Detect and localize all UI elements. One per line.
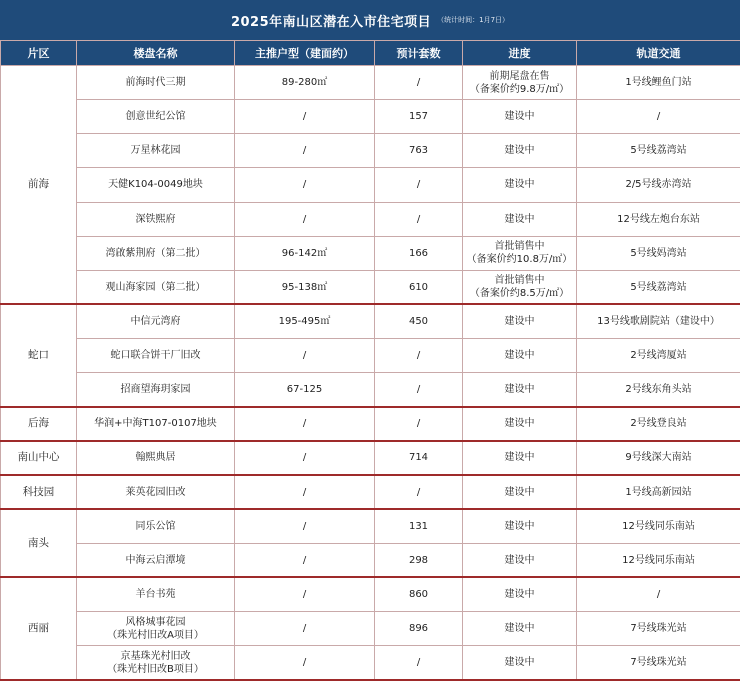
- progress-cell: 建设中: [463, 475, 577, 509]
- transit-cell: 1号线鲤鱼门站: [577, 66, 740, 100]
- region-cell: 后海: [1, 407, 77, 441]
- progress-cell: 建设中: [463, 509, 577, 543]
- unit-type-cell: /: [235, 577, 375, 611]
- table-row: [1, 304, 740, 338]
- unit-type-cell: /: [235, 339, 375, 373]
- unit-type-cell: /: [235, 475, 375, 509]
- unit-count-cell: /: [375, 646, 463, 680]
- unit-type-cell: /: [235, 100, 375, 134]
- table-row: [1, 373, 740, 407]
- progress-cell: 首批销售中 （备案价约10.8万/㎡）: [463, 236, 577, 270]
- transit-cell: /: [577, 100, 740, 134]
- header-region: 片区: [1, 41, 77, 66]
- unit-count-cell: 450: [375, 304, 463, 338]
- table-row: [1, 407, 740, 441]
- table-row: [1, 577, 740, 611]
- table-body: [1, 66, 740, 681]
- header-progress: 进度: [463, 41, 577, 66]
- unit-type-cell: /: [235, 612, 375, 646]
- unit-type-cell: /: [235, 407, 375, 441]
- unit-type-cell: 96-142㎡: [235, 236, 375, 270]
- table-row: [1, 236, 740, 270]
- progress-cell: 建设中: [463, 577, 577, 611]
- transit-cell: 2/5号线赤湾站: [577, 168, 740, 202]
- project-name-cell: 创意世纪公馆: [77, 100, 235, 134]
- project-name-cell: 蛇口联合饼干厂旧改: [77, 339, 235, 373]
- unit-count-cell: /: [375, 66, 463, 100]
- table-row: [1, 543, 740, 577]
- progress-cell: 前期尾盘在售 （备案价约9.8万/㎡）: [463, 66, 577, 100]
- unit-count-cell: 714: [375, 441, 463, 475]
- transit-cell: 12号线同乐南站: [577, 509, 740, 543]
- unit-type-cell: /: [235, 441, 375, 475]
- project-name-cell: 湾啟紫荆府（第二批）: [77, 236, 235, 270]
- transit-cell: 2号线东角头站: [577, 373, 740, 407]
- progress-cell: 建设中: [463, 168, 577, 202]
- unit-count-cell: /: [375, 373, 463, 407]
- project-name-cell: 天健K104-0049地块: [77, 168, 235, 202]
- unit-type-cell: 67-125: [235, 373, 375, 407]
- unit-count-cell: 157: [375, 100, 463, 134]
- transit-cell: 2号线湾厦站: [577, 339, 740, 373]
- progress-cell: 建设中: [463, 407, 577, 441]
- transit-cell: 12号线左炮台东站: [577, 202, 740, 236]
- transit-cell: 9号线深大南站: [577, 441, 740, 475]
- project-name-cell: 风格城事花园 （珠光村旧改A项目）: [77, 612, 235, 646]
- region-cell: 南头: [1, 509, 77, 577]
- transit-cell: /: [577, 577, 740, 611]
- progress-cell: 建设中: [463, 304, 577, 338]
- unit-count-cell: /: [375, 475, 463, 509]
- title-note: （统计时间：1月7日）: [437, 16, 510, 24]
- table-row: [1, 134, 740, 168]
- progress-cell: 建设中: [463, 612, 577, 646]
- unit-count-cell: /: [375, 407, 463, 441]
- unit-count-cell: 166: [375, 236, 463, 270]
- progress-cell: 建设中: [463, 100, 577, 134]
- progress-cell: 建设中: [463, 646, 577, 680]
- project-name-cell: 京基珠光村旧改 （珠光村旧改B项目）: [77, 646, 235, 680]
- transit-cell: 5号线荔湾站: [577, 270, 740, 304]
- transit-cell: 13号线歌剧院站（建设中）: [577, 304, 740, 338]
- transit-cell: 1号线高新园站: [577, 475, 740, 509]
- unit-type-cell: 195-495㎡: [235, 304, 375, 338]
- header-name: 楼盘名称: [77, 41, 235, 66]
- project-name-cell: 招商望海玥家园: [77, 373, 235, 407]
- project-name-cell: 深铁熙府: [77, 202, 235, 236]
- page-title: 2025年南山区潜在入市住宅项目: [230, 14, 432, 30]
- table-row: [1, 646, 740, 680]
- table-row: [1, 66, 740, 100]
- project-name-cell: 前海时代三期: [77, 66, 235, 100]
- progress-cell: 建设中: [463, 339, 577, 373]
- table-row: [1, 270, 740, 304]
- project-name-cell: 莱英花园旧改: [77, 475, 235, 509]
- region-cell: 南山中心: [1, 441, 77, 475]
- unit-count-cell: /: [375, 339, 463, 373]
- title-bar: [0, 0, 740, 40]
- transit-cell: 7号线珠光站: [577, 646, 740, 680]
- region-cell: 蛇口: [1, 304, 77, 406]
- progress-cell: 建设中: [463, 202, 577, 236]
- region-cell: 科技园: [1, 475, 77, 509]
- header-row: [1, 41, 740, 66]
- progress-cell: 建设中: [463, 373, 577, 407]
- projects-table: [0, 40, 740, 681]
- project-name-cell: 羊台书苑: [77, 577, 235, 611]
- unit-type-cell: /: [235, 543, 375, 577]
- unit-type-cell: /: [235, 134, 375, 168]
- unit-type-cell: 95-138㎡: [235, 270, 375, 304]
- progress-cell: 首批销售中 （备案价约8.5万/㎡）: [463, 270, 577, 304]
- table-row: [1, 202, 740, 236]
- unit-type-cell: /: [235, 168, 375, 202]
- project-name-cell: 华润+中海T107-0107地块: [77, 407, 235, 441]
- transit-cell: 2号线登良站: [577, 407, 740, 441]
- unit-count-cell: 298: [375, 543, 463, 577]
- project-name-cell: 中信元湾府: [77, 304, 235, 338]
- project-name-cell: 同乐公馆: [77, 509, 235, 543]
- transit-cell: 7号线珠光站: [577, 612, 740, 646]
- transit-cell: 5号线妈湾站: [577, 236, 740, 270]
- project-name-cell: 观山海家园（第二批）: [77, 270, 235, 304]
- unit-count-cell: /: [375, 202, 463, 236]
- table-row: [1, 475, 740, 509]
- transit-cell: 5号线荔湾站: [577, 134, 740, 168]
- project-name-cell: 翰熙典居: [77, 441, 235, 475]
- unit-count-cell: 860: [375, 577, 463, 611]
- unit-count-cell: 763: [375, 134, 463, 168]
- table-row: [1, 100, 740, 134]
- table-row: [1, 339, 740, 373]
- unit-count-cell: /: [375, 168, 463, 202]
- table-row: [1, 612, 740, 646]
- unit-count-cell: 896: [375, 612, 463, 646]
- unit-count-cell: 610: [375, 270, 463, 304]
- unit-type-cell: /: [235, 509, 375, 543]
- unit-count-cell: 131: [375, 509, 463, 543]
- project-name-cell: 中海云启潭境: [77, 543, 235, 577]
- transit-cell: 12号线同乐南站: [577, 543, 740, 577]
- progress-cell: 建设中: [463, 134, 577, 168]
- table-row: [1, 441, 740, 475]
- progress-cell: 建设中: [463, 441, 577, 475]
- progress-cell: 建设中: [463, 543, 577, 577]
- header-units: 预计套数: [375, 41, 463, 66]
- unit-type-cell: 89-280㎡: [235, 66, 375, 100]
- unit-type-cell: /: [235, 646, 375, 680]
- region-cell: 前海: [1, 66, 77, 305]
- region-cell: 西丽: [1, 577, 77, 680]
- table-row: [1, 509, 740, 543]
- unit-type-cell: /: [235, 202, 375, 236]
- project-name-cell: 万星林花园: [77, 134, 235, 168]
- table-row: [1, 168, 740, 202]
- header-transit: 轨道交通: [577, 41, 740, 66]
- header-type: 主推户型（建面约）: [235, 41, 375, 66]
